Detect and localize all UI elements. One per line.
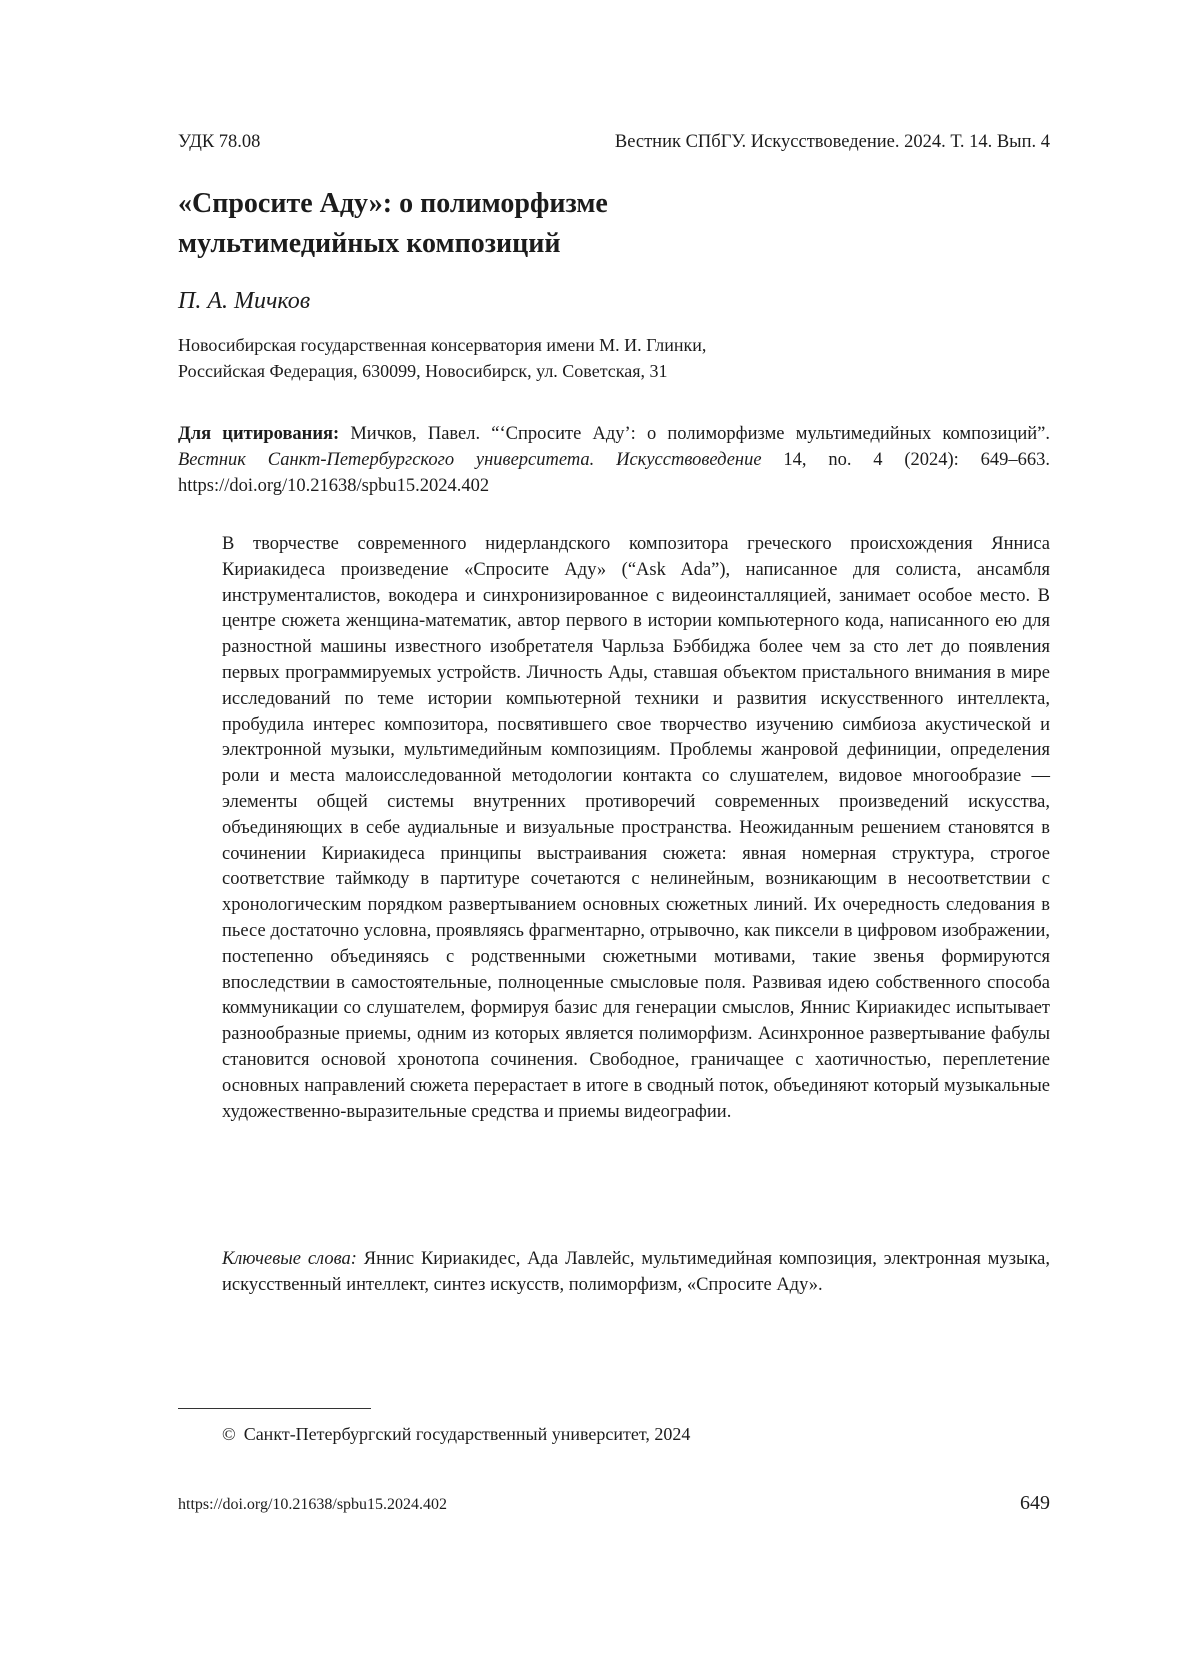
footnote-divider [178,1408,371,1409]
citation-block [178,421,1050,499]
affiliation-line-1: Новосибирская государственная консерватория имени М. И. Глинки, [178,335,707,355]
affiliation-line-2: Российская Федерация, 630099, Новосибирск, ул. Советская, 31 [178,361,668,381]
journal-issue: Вестник СПбГУ. Искусствоведение. 2024. Т. 14. Вып. 4 [614,132,1050,152]
title-line-1: «Спросите Аду»: о полиморфизме [178,188,608,219]
copyright-text: Санкт-Петербургский государственный университет, 2024 [243,1424,691,1444]
author-affiliation [178,332,1050,384]
citation-text-2: 14, no. 4 (2024): 649–663. https://doi.org/10.21638/spbu15.2024.402 [178,450,1050,496]
citation-journal: Вестник Санкт-Петербургского университета. Искусствоведение [178,450,762,470]
copyright-notice [222,1422,690,1446]
author-name: П. А. Мичков [178,288,311,314]
keywords-label: Ключевые слова: [222,1249,357,1269]
citation-text-1: Мичков, Павел. “‘Спросите Аду’: о полиморфизме мультимедийных композиций”. [339,424,1050,444]
citation-label: Для цитирования: [178,424,340,444]
abstract-text: В творчестве современного нидерландского композитора греческого происхождения Янниса Кириакидеса произведение «Спросите Аду» (“Ask Ada”), написанное для солиста, ансамбля инструменталистов, вокодера и синхронизированное с видеоинсталляцией, занимает особое место. В центре сюжета женщина-математик, автор первого в истории компьютерного кода, написанного ею для разностной машины известного изобретателя Чарльза Бэббиджа более чем за сто лет до появления первых программируемых устройств. Личность Ады, ставшая объектом пристального внимания в мире исследований по теме истории компьютерной техники и развития искусственного интеллекта, пробудила интерес композитора, посвятившего свое творчество изучению симбиоза акустической и электронной музыки, мультимедийным композициям. Проблемы жанровой дефиниции, определения роли и места малоисследованной методологии контакта со слушателем, видовое многообразие — элементы общей системы внутренних противоречий современных произведений искусства, объединяющих в себе аудиальные и визуальные пространства. Неожиданным решением становятся в сочинении Кириакидеса принципы выстраивания сюжета: явная номерная структура, строгое соответствие таймкоду в партитуре сочетаются с нелинейным, возникающим в несоответствии с хронологическим порядком развертыванием основных сюжетных линий. Их очередность следования в пьесе достаточно условна, проявляясь фрагментарно, отрывочно, как пиксели в цифровом изображении, постепенно объединяясь с родственными сюжетными мотивами, такие звенья формируются впоследствии в самостоятельные, полноценные смысловые поля. Развивая идею собственного способа коммуникации со слушателем, формируя базис для генерации смыслов, Яннис Кириакидес испытывает разнообразные приемы, одним из которых является полиморфизм. Асинхронное развертывание фабулы становится основой хронотопа сочинения. Свободное, граничащее с хаотичностью, переплетение основных направлений сюжета перерастает в итоге в сводный поток, объединяют который музыкальные художественно-выразительные средства и приемы видеографии. [222,534,1050,1122]
running-header [178,130,1050,154]
udk-code: УДК 78.08 [178,132,261,152]
article-title [178,184,1050,264]
keywords-text: Яннис Кириакидес, Ада Лавлейс, мультимедийная композиция, электронная музыка, искусственный интеллект, синтез искусств, полиморфизм, «Спросите Аду». [222,1249,1050,1295]
keywords-block [222,1247,1050,1299]
title-line-2: мультимедийных композиций [178,228,561,259]
footer-doi-link[interactable]: https://doi.org/10.21638/spbu15.2024.402 [178,1496,448,1513]
page-number: 649 [1020,1492,1050,1514]
copyright-icon: © [222,1424,236,1444]
